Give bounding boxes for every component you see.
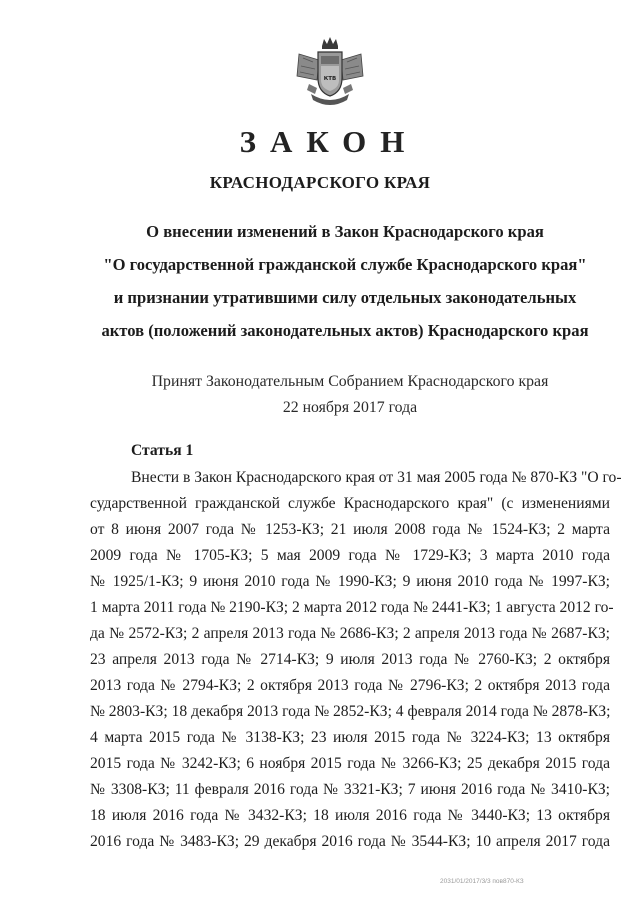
body-line-15: 2016 года № 3483-КЗ; 29 декабря 2016 года № 3544-КЗ; 10 апреля 2017 года (90, 833, 610, 850)
heading-line-1: О внесении изменений в Закон Краснодарского края (146, 222, 544, 241)
body-line-8: 23 апреля 2013 года № 2714-КЗ; 9 июля 2013 года № 2760-КЗ; 2 октября (90, 651, 610, 668)
emblem-label: КТВ (323, 76, 337, 82)
heading-line-2: "О государственной гражданской службе Краснодарского края" (103, 255, 587, 274)
body-line-13: № 3308-КЗ; 11 февраля 2016 года № 3321-КЗ; 7 июня 2016 года № 3410-КЗ; (90, 781, 610, 798)
body-line-14: 18 июля 2016 года № 3432-КЗ; 18 июля 2016 года № 3440-КЗ; 13 октября (90, 807, 610, 824)
footer-note: 2031/01/2017/3/3 пов870-КЗ (440, 878, 524, 885)
body-line-6: 1 марта 2011 года № 2190-КЗ; 2 марта 2012 года № 2441-КЗ; 1 августа 2012 го- (90, 599, 614, 616)
region-title: КРАСНОДАРСКОГО КРАЯ (209, 173, 431, 192)
article-title: Статья 1 (131, 442, 194, 459)
adopted-by-line: Принят Законодательным Собранием Краснодарского края (151, 373, 549, 390)
body-line-11: 4 марта 2015 года № 3138-КЗ; 23 июля 2015 года № 3224-КЗ; 13 октября (90, 729, 610, 746)
body-line-3: от 8 июня 2007 года № 1253-КЗ; 21 июля 2008 года № 1524-КЗ; 2 марта (90, 521, 610, 538)
body-line-9: 2013 года № 2794-КЗ; 2 октября 2013 года № 2796-КЗ; 2 октября 2013 года (90, 677, 610, 694)
law-title: ЗАКОН (239, 124, 419, 159)
body-line-1: Внести в Закон Краснодарского края от 31 мая 2005 года № 870-КЗ "О го- (131, 469, 622, 486)
heading-line-3: и признании утратившими силу отдельных законодательных (113, 288, 577, 307)
body-line-4: 2009 года № 1705-КЗ; 5 мая 2009 года № 1729-КЗ; 3 марта 2010 года (90, 547, 610, 564)
heading-line-4: актов (положений законодательных актов) Краснодарского края (101, 321, 589, 340)
body-line-10: № 2803-КЗ; 18 декабря 2013 года № 2852-КЗ; 4 февраля 2014 года № 2878-КЗ; (90, 703, 611, 720)
body-line-5: № 1925/1-КЗ; 9 июня 2010 года № 1990-КЗ; 9 июня 2010 года № 1997-КЗ; (90, 573, 610, 590)
adopted-date-line: 22 ноября 2017 года (282, 399, 418, 416)
body-line-2: сударственной гражданской службе Краснодарского края" (с изменениями (90, 495, 610, 512)
body-line-12: 2015 года № 3242-КЗ; 6 ноября 2015 года № 3266-КЗ; 25 декабря 2015 года (90, 755, 610, 772)
body-line-7: да № 2572-КЗ; 2 апреля 2013 года № 2686-КЗ; 2 апреля 2013 года № 2687-КЗ; (90, 625, 610, 642)
coat-of-arms-emblem (291, 36, 369, 110)
